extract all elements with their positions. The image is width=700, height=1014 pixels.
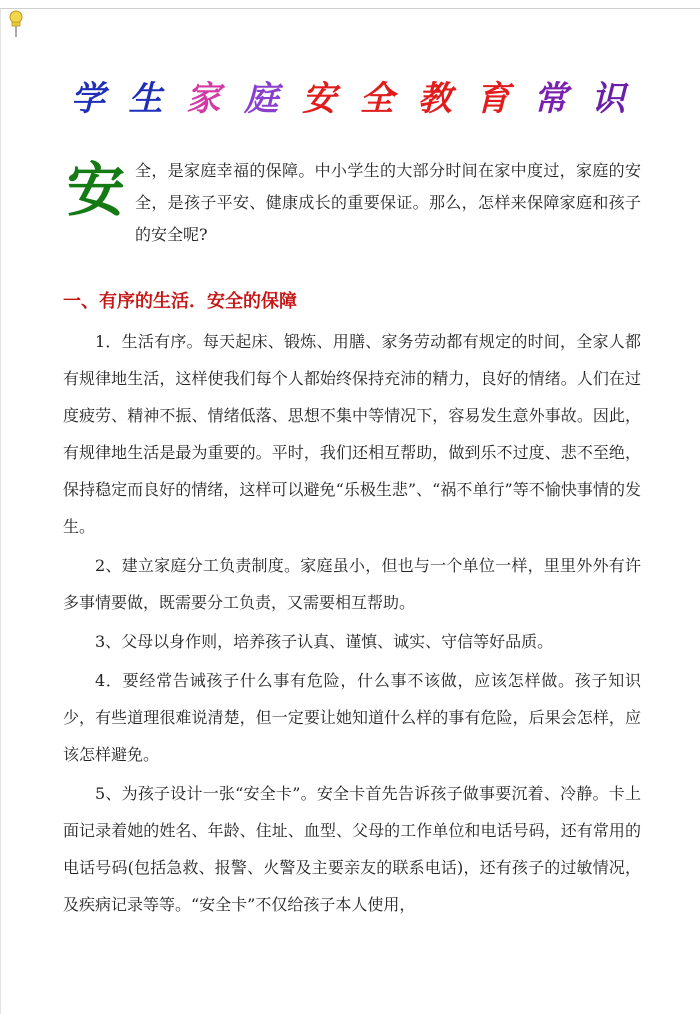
intro-paragraph: 全，是家庭幸福的保障。中小学生的大部分时间在家中度过，家庭的安全，是孩子平安、健康成长的重要保证。那么，怎样来保障家庭和孩子的安全呢? bbox=[135, 161, 641, 244]
section-heading: 一、有序的生活．安全的保障 bbox=[63, 291, 297, 312]
section-body bbox=[63, 323, 641, 925]
title-char: 安 bbox=[302, 79, 343, 119]
paragraph: 5、为孩子设计一张“安全卡”。安全卡首先告诉孩子做事要沉着、冷静。卡上面记录着她的姓名、年龄、住址、血型、父母的工作单位和电话号码，还有常用的电话号码(包括急救、报警、火警及主要亲友的联系电话)，还有孩子的过敏情况，及疾病记录等等。“安全卡”不仅给孩子本人使用， bbox=[63, 784, 641, 914]
title-char: 识 bbox=[591, 79, 632, 119]
pushpin-icon bbox=[5, 9, 27, 39]
title-char: 生 bbox=[128, 79, 169, 119]
paragraph: 3、父母以身作则，培养孩子认真、谨慎、诚实、守信等好品质。 bbox=[95, 632, 554, 651]
title-char: 常 bbox=[533, 79, 574, 119]
title-char: 育 bbox=[475, 79, 516, 119]
page-title bbox=[1, 79, 700, 119]
title-char: 教 bbox=[417, 79, 458, 119]
intro-dropcap: 安 bbox=[67, 156, 126, 224]
title-char: 家 bbox=[186, 79, 227, 119]
title-char: 庭 bbox=[244, 79, 285, 119]
title-char: 学 bbox=[70, 79, 111, 119]
paragraph: 4．要经常告诫孩子什么事有危险，什么事不该做，应该怎样做。孩子知识少，有些道理很难说清楚，但一定要让她知道什么样的事有危险，后果会怎样，应该怎样避免。 bbox=[63, 671, 641, 764]
title-char: 全 bbox=[359, 79, 400, 119]
paragraph: 1．生活有序。每天起床、锻炼、用膳、家务劳动都有规定的时间，全家人都有规律地生活，这样使我们每个人都始终保持充沛的精力，良好的情绪。人们在过度疲劳、精神不振、情绪低落、思想不集中等情况下，容易发生意外事故。因此，有规律地生活是最为重要的。平时，我们还相互帮助，做到乐不过度、悲不至绝，保持稳定而良好的情绪，这样可以避免“乐极生悲”、“祸不单行”等不愉快事情的发生。 bbox=[63, 332, 641, 536]
paragraph: 2、建立家庭分工负责制度。家庭虽小，但也与一个单位一样，里里外外有许多事情要做，既需要分工负责，又需要相互帮助。 bbox=[63, 556, 641, 612]
document-page bbox=[0, 8, 700, 1014]
